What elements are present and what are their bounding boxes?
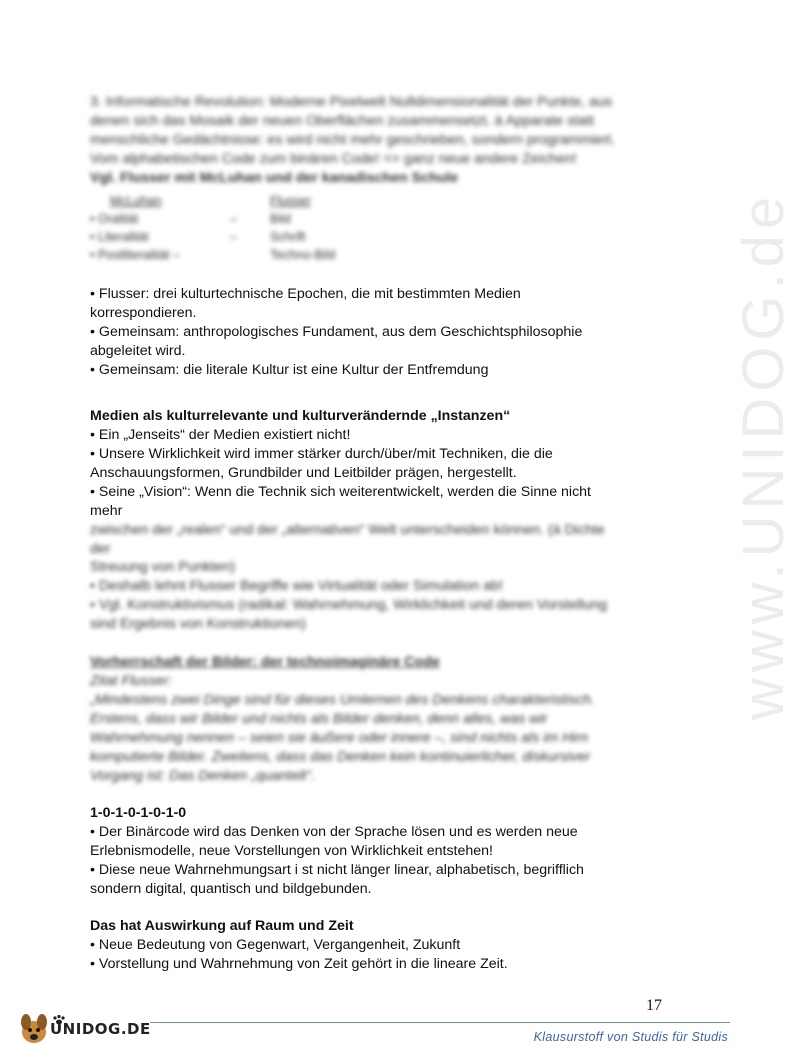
s2-bullet-3e: Streuung von Punkten) — [90, 559, 236, 575]
s2-bullet-5a: • Vgl. Konstruktivismus (radikal: Wahrnehmung, Wirklichkeit und deren Vorstellung — [90, 597, 607, 613]
s4-bullet-1a: • Der Binärcode wird das Denken von der Sprache lösen und es werden neue — [90, 824, 578, 840]
s2-bullet-3c: zwischen der „realen“ und der „alternativen“ Welt unterscheiden können. (à Dichte — [90, 522, 605, 538]
blurred-line-1: 3. Informatische Revolution: Moderne Pixelwelt Nulldimensionalität der Punkte, aus — [90, 94, 613, 110]
s2-heading: Medien als kulturrelevante und kulturverändernde „Instanzen“ — [90, 408, 511, 424]
table-header-left: McLuhan — [110, 194, 162, 208]
s4-bullet-1b: Erlebnismodelle, neue Vorstellungen von Wirklichkeit entstehen! — [90, 843, 493, 859]
s1-bullet-2b: abgeleitet wird. — [90, 343, 186, 359]
s3-zitat-label: Zitat Flusser: — [90, 673, 172, 689]
s3-quote-line: Erstens, dass wir Bilder und nichts als Bilder denken, denn alles, was wir — [90, 711, 548, 727]
s3-quote-line: komputierte Bilder. Zweitens, dass das Denken kein kontinuierlicher, diskursiver — [90, 749, 591, 765]
footer-divider — [150, 1022, 730, 1023]
s5-heading: Das hat Auswirkung auf Raum und Zeit — [90, 918, 354, 934]
blurred-line-3: menschliche Gedächtnisse: es wird nicht mehr geschrieben, sondern programmiert. — [90, 132, 616, 148]
table-cell-left: • Oralität — [90, 212, 139, 226]
table-cell-right: Bild — [270, 212, 291, 226]
dog-icon — [21, 1014, 47, 1043]
table-row — [90, 210, 335, 228]
s2-bullet-3b: mehr — [90, 503, 123, 519]
s1-bullet-1a: • Flusser: drei kulturtechnische Epochen, die mit bestimmten Medien — [90, 286, 521, 302]
table-row — [90, 228, 335, 246]
mcluhan-flusser-table — [90, 192, 335, 264]
table-cell-sep: – — [230, 212, 237, 226]
s3-quote-line: Vorgang ist: Das Denken „quantelt“. — [90, 768, 316, 784]
table-header-sep — [230, 192, 270, 210]
s5-bullet-1: • Neue Bedeutung von Gegenwart, Vergangenheit, Zukunft — [90, 937, 461, 953]
s2-bullet-5b: sind Ergebnis von Konstruktionen) — [90, 616, 307, 632]
logo-text: UNIDOG.DE — [50, 1020, 151, 1038]
table-cell-sep — [230, 246, 270, 264]
vgl-heading: Vgl. Flusser mit McLuhan und der kanadischen Schule — [90, 170, 459, 186]
s5-bullet-2: • Vorstellung und Wahrnehmung von Zeit gehört in die lineare Zeit. — [90, 956, 508, 972]
table-cell-right: Techno-Bild — [270, 248, 336, 262]
table-cell-right: Schrift — [270, 230, 306, 244]
s1-bullet-2a: • Gemeinsam: anthropologisches Fundament, aus dem Geschichtsphilosophie — [90, 324, 583, 340]
table-header-right: Flusser — [270, 194, 311, 208]
table-header-row — [90, 192, 335, 210]
table-cell-left: • Literalität — [90, 230, 149, 244]
s2-bullet-4: • Deshalb lehnt Flusser Begriffe wie Virtualität oder Simulation ab! — [90, 578, 503, 594]
table-cell-left: • Postliteralität – — [90, 248, 180, 262]
s4-heading: 1-0-1-0-1-0-1-0 — [90, 805, 187, 821]
watermark: www.UNIDOG.de — [731, 190, 796, 720]
page-number: 17 — [646, 997, 662, 1014]
s2-bullet-2a: • Unsere Wirklichkeit wird immer stärker durch/über/mit Techniken, die die — [90, 446, 553, 462]
s1-bullet-3: • Gemeinsam: die literale Kultur ist eine Kultur der Entfremdung — [90, 362, 489, 378]
s1-bullet-1b: korrespondieren. — [90, 305, 197, 321]
table-cell-sep: – — [230, 230, 237, 244]
blurred-line-2: denen sich das Mosaik der neuen Oberflächen zusammensetzt. à Apparate statt — [90, 113, 594, 129]
s3-heading: Vorherrschaft der Bilder: der technoimaginäre Code — [90, 654, 440, 670]
s2-bullet-3d: der — [90, 541, 111, 557]
blurred-line-4: Vom alphabetischen Code zum binären Code! => ganz neue andere Zeichen! — [90, 151, 577, 167]
s4-bullet-2a: • Diese neue Wahrnehmungsart i st nicht länger linear, alphabetisch, begrifflich — [90, 862, 584, 878]
s2-bullet-1: • Ein „Jenseits“ der Medien existiert nicht! — [90, 427, 351, 443]
s2-bullet-3a: • Seine „Vision“: Wenn die Technik sich weiterentwickelt, werden die Sinne nicht — [90, 484, 592, 500]
table-row — [90, 246, 335, 264]
footer-tagline: Klausurstoff von Studis für Studis — [533, 1030, 728, 1044]
s2-bullet-2b: Anschauungsformen, Grundbilder und Leitbilder prägen, hergestellt. — [90, 465, 517, 481]
s4-bullet-2b: sondern digital, quantisch und bildgebunden. — [90, 881, 372, 897]
s3-quote-line: „Mindestens zwei Dinge sind für dieses Umlernen des Denkens charakteristisch. — [90, 692, 595, 708]
s3-quote-line: Wahrnehmung nennen – seien sie äußere oder innere –, sind nichts als im Hirn — [90, 730, 589, 746]
